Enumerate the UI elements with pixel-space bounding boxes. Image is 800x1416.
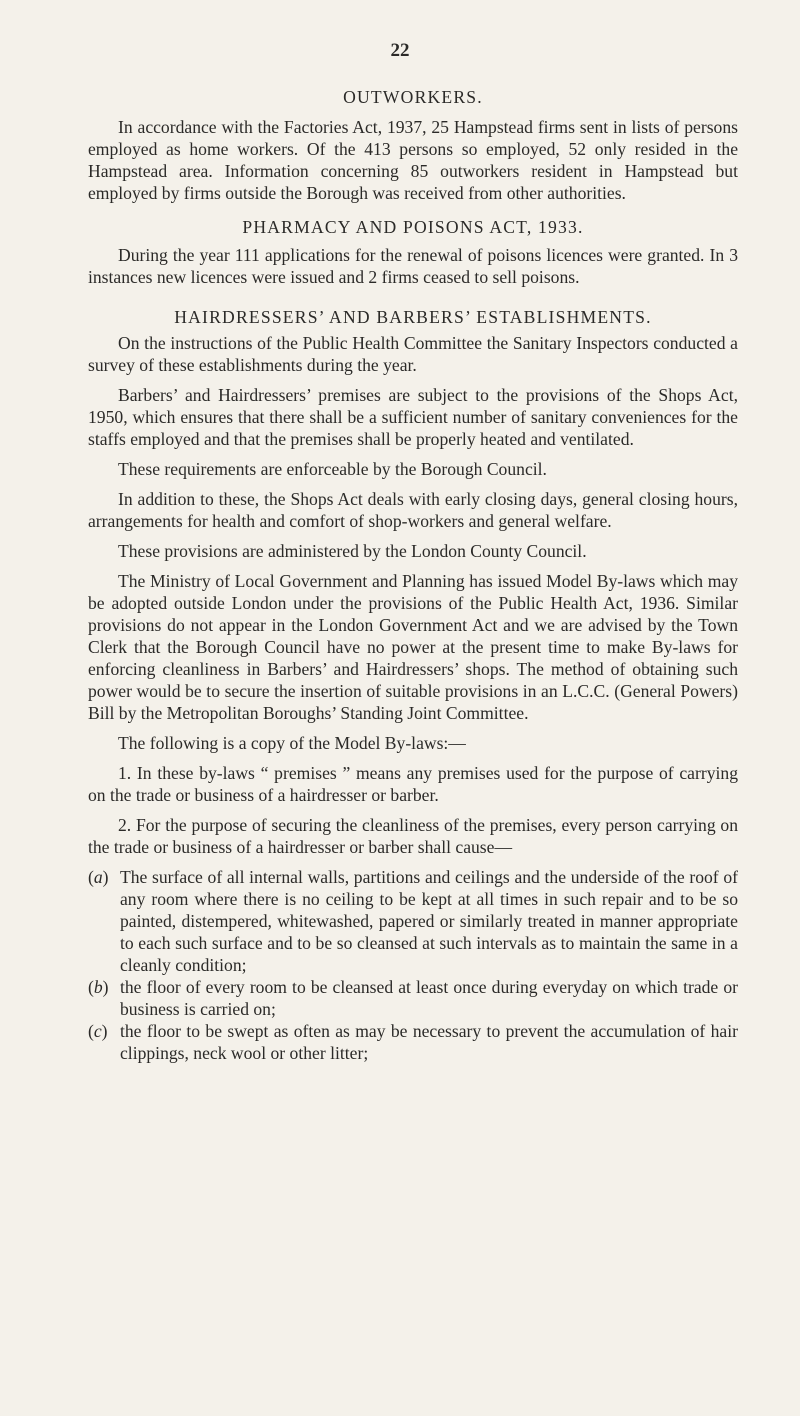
heading-outworkers: OUTWORKERS. bbox=[343, 87, 483, 107]
bylaw-2: 2. For the purpose of securing the cleanliness of the premises, every person carrying on the trade or business of a hairdresser or barber shall cause— bbox=[88, 815, 738, 857]
paragraph-shops-act: Barbers’ and Hairdressers’ premises are subject to the provisions of the Shops Act, 1950, which ensures that there shall be a sufficient number of sanitary conveniences for the staffs employed and that the premises shall be properly heated and ventilated. bbox=[88, 385, 738, 449]
bylaw-1: 1. In these by-laws “ premises ” means any premises used for the purpose of carrying on the trade or business of a hairdresser or barber. bbox=[88, 763, 738, 805]
paragraph-closing-days: In addition to these, the Shops Act deals with early closing days, general closing hours, arrangements for health and comfort of shop-workers and general welfare. bbox=[88, 489, 738, 531]
item-text: the floor to be swept as often as may be necessary to prevent the accumulation of hair clippings, neck wool or other litter; bbox=[120, 1021, 738, 1063]
item-marker: (b) bbox=[88, 977, 109, 997]
bylaw-item-c bbox=[88, 1020, 738, 1064]
paragraph-enforceable: These requirements are enforceable by the Borough Council. bbox=[118, 459, 547, 479]
page-body bbox=[88, 86, 738, 1064]
paragraph-lcc: These provisions are administered by the London County Council. bbox=[118, 541, 587, 561]
bylaw-item-a bbox=[88, 866, 738, 976]
paragraph-following: The following is a copy of the Model By-laws:— bbox=[118, 733, 466, 753]
paragraph-pharmacy: During the year 111 applications for the renewal of poisons licences were granted. In 3 instances new licences were issued and 2 firms ceased to sell poisons. bbox=[88, 245, 738, 287]
bylaw-item-b bbox=[88, 976, 738, 1020]
heading-hairdressers: HAIRDRESSERS’ AND BARBERS’ ESTABLISHMENTS. bbox=[174, 307, 652, 327]
item-marker: (c) bbox=[88, 1021, 108, 1041]
page-number: 22 bbox=[390, 40, 410, 61]
paragraph-model-bylaws: The Ministry of Local Government and Planning has issued Model By-laws which may be adopted outside London under the provisions of the Public Health Act, 1936. Similar provisions do not appear in the London Government Act and we are advised by the Town Clerk that the Borough Council have no power at the present time to make By-laws for enforcing cleanliness in Barbers’ and Hairdressers’ shops. The method of obtaining such power would be to secure the insertion of suitable provisions in an L.C.C. (General Powers) Bill by the Metropolitan Boroughs’ Standing Joint Committee. bbox=[88, 571, 738, 723]
item-text: the floor of every room to be cleansed at least once during everyday on which trade or business is carried on; bbox=[120, 977, 738, 1019]
paragraph-survey: On the instructions of the Public Health Committee the Sanitary Inspectors conducted a survey of these establishments during the year. bbox=[88, 333, 738, 375]
item-marker: (a) bbox=[88, 867, 109, 887]
paragraph-outworkers: In accordance with the Factories Act, 1937, 25 Hampstead firms sent in lists of persons employed as home workers. Of the 413 persons so employed, 52 only resided in the Hampstead area. Information concerning 85 outworkers resident in Hampstead but employed by firms outside the Borough was received from other authorities. bbox=[88, 117, 738, 203]
heading-pharmacy: PHARMACY AND POISONS ACT, 1933. bbox=[242, 217, 584, 237]
item-text: The surface of all internal walls, partitions and ceilings and the underside of the roof of any room where there is no ceiling to be kept at all times in such repair and to be so painted, distempered, whitewashed, papered or similarly treated in manner appropriate to each such surface and to be so cleansed at such intervals as to maintain the same in a cleanly condition; bbox=[120, 867, 738, 975]
